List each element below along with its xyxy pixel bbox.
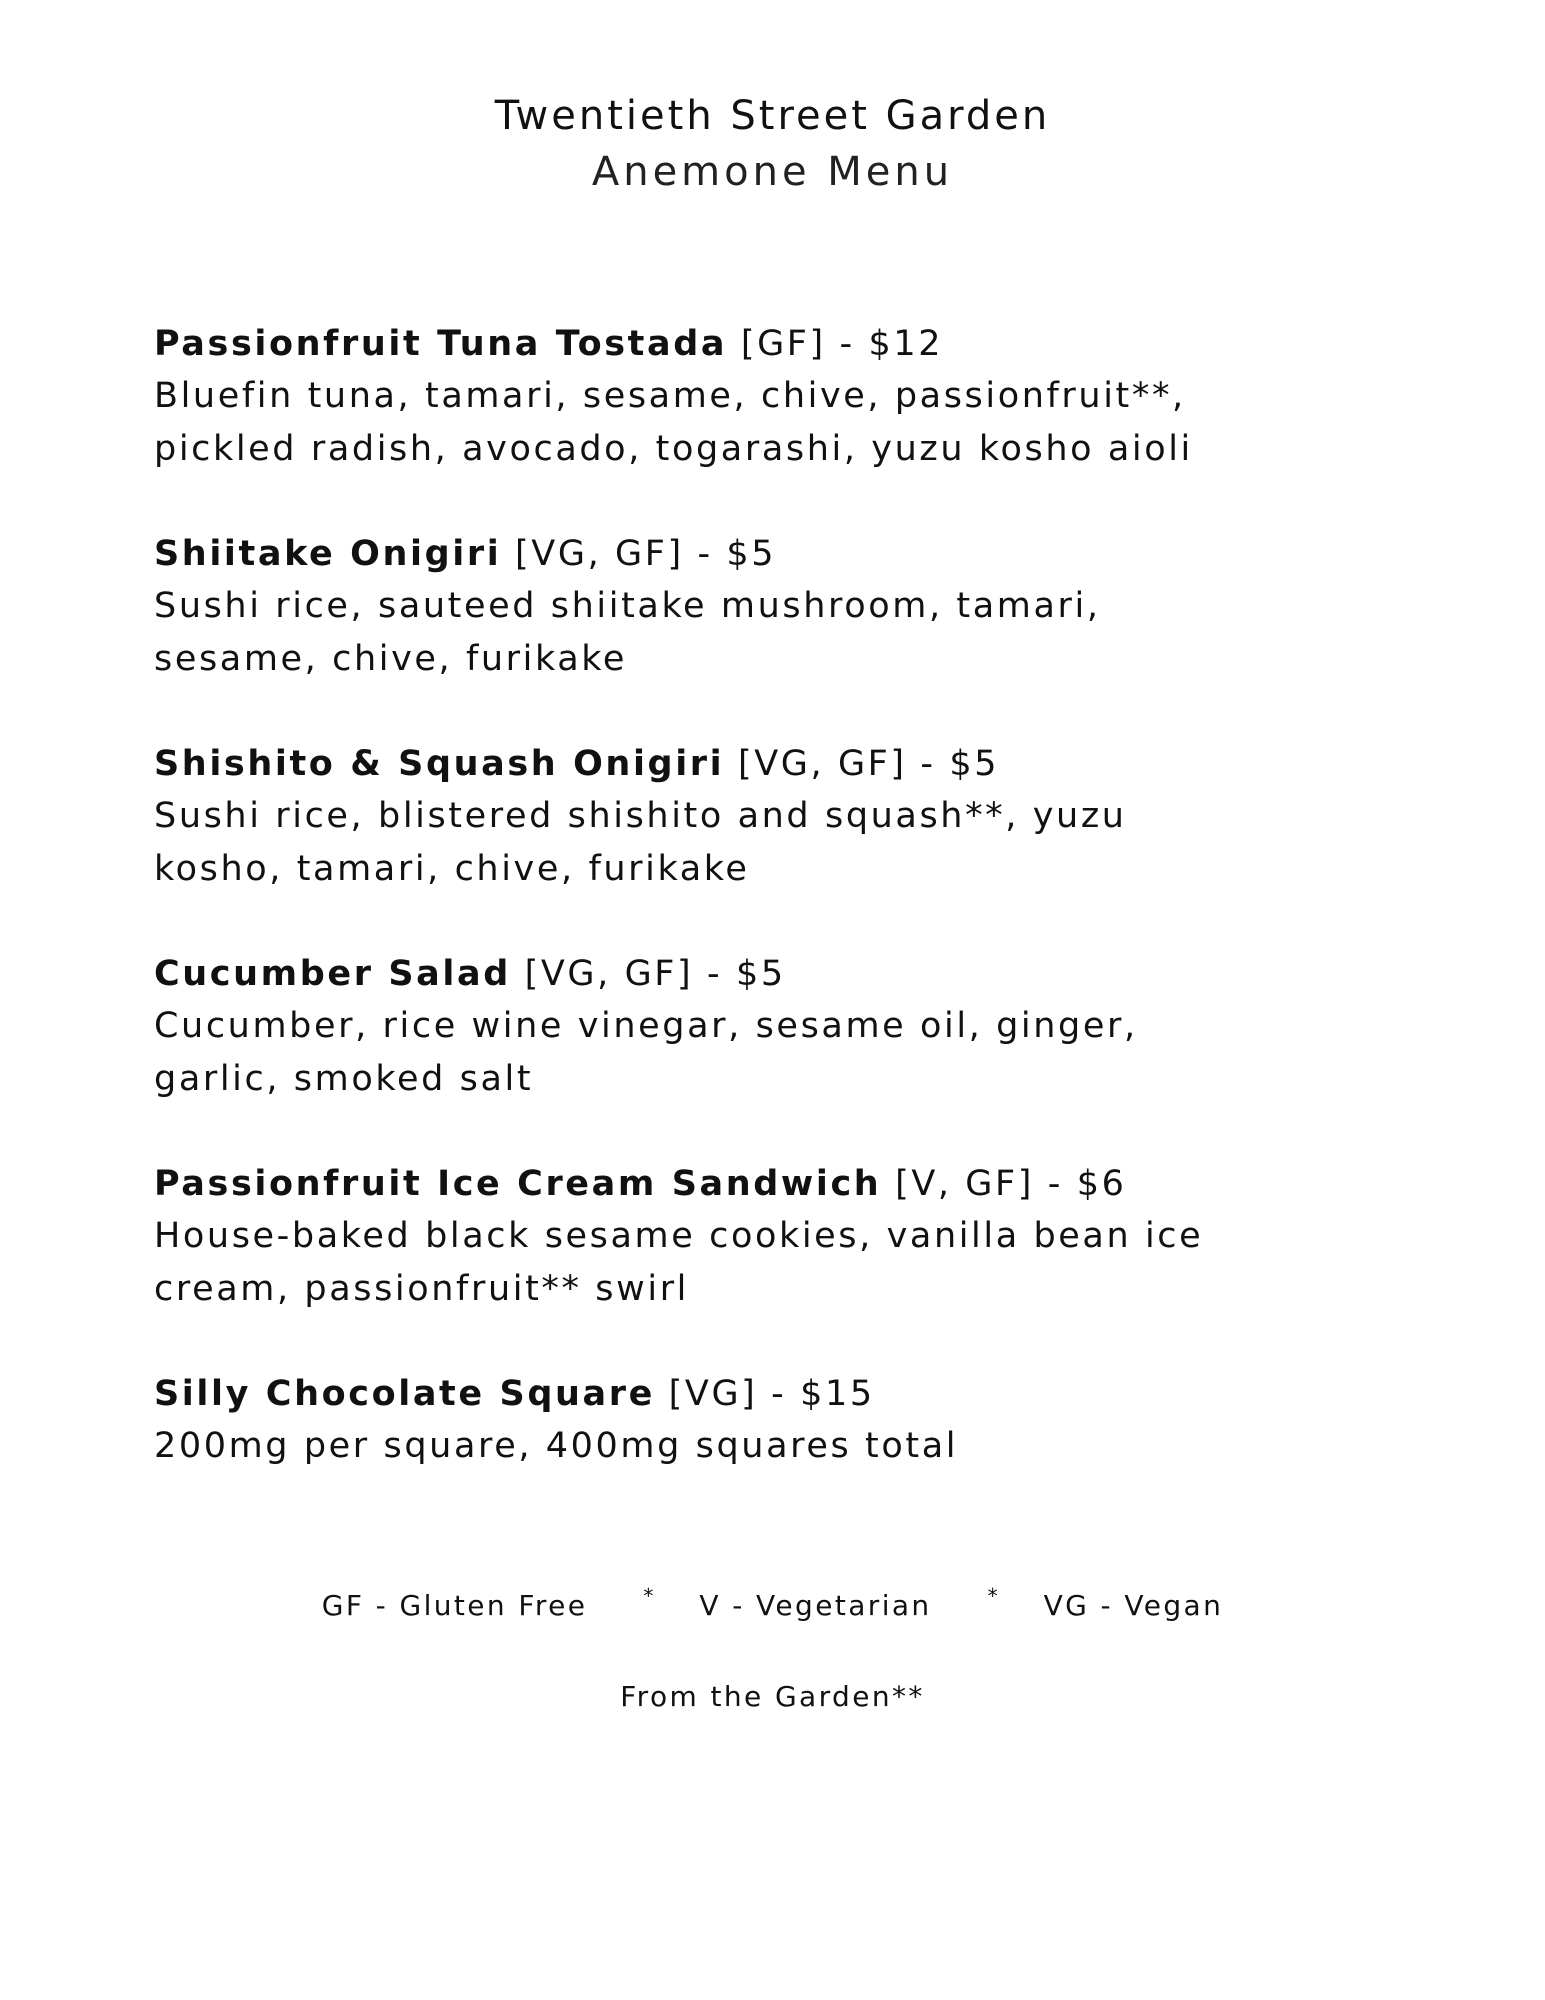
menu-item-separator: - <box>906 744 950 784</box>
menu-item-name: Passionfruit Tuna Tostada <box>154 324 728 364</box>
menu-item-heading <box>154 1158 1404 1210</box>
description-line: cream, passionfruit** swirl <box>154 1269 690 1309</box>
description-line: garlic, smoked salt <box>154 1059 534 1099</box>
menu-item-heading <box>154 528 1404 580</box>
legend-vegetarian: V - Vegetarian <box>699 1589 932 1622</box>
menu-item-description <box>154 1000 1404 1106</box>
menu-item-price: $5 <box>949 744 1000 784</box>
menu-item-description <box>154 580 1404 686</box>
restaurant-name: Twentieth Street Garden <box>494 93 1051 139</box>
description-line: House-baked black sesame cookies, vanilla bean ice <box>154 1216 1204 1256</box>
description-line: Sushi rice, blistered shishito and squash**, yuzu <box>154 796 1127 836</box>
menu-item-description <box>154 1420 1404 1473</box>
menu-item-name: Silly Chocolate Square <box>154 1374 655 1414</box>
menu-item-name: Shiitake Onigiri <box>154 534 502 574</box>
description-line: Cucumber, rice wine vinegar, sesame oil, ginger, <box>154 1006 1138 1046</box>
menu-item <box>154 1158 1404 1316</box>
description-line: sesame, chive, furikake <box>154 639 628 679</box>
menu-item-tags: [VG] <box>668 1374 758 1414</box>
menu-name: Anemone Menu <box>591 149 954 195</box>
menu-item-price: $6 <box>1076 1164 1127 1204</box>
menu-item-price: $5 <box>735 954 786 994</box>
menu-item-tags: [VG, GF] <box>737 744 907 784</box>
menu-item-name: Cucumber Salad <box>154 954 511 994</box>
menu-item-price: $15 <box>800 1374 875 1414</box>
legend-gluten-free: GF - Gluten Free <box>321 1589 588 1622</box>
menu-item-separator: - <box>693 954 736 994</box>
menu-item-separator: - <box>1034 1164 1077 1204</box>
menu-item-separator: - <box>825 324 869 364</box>
description-line: Bluefin tuna, tamari, sesame, chive, passionfruit**, <box>154 376 1186 416</box>
menu-item-heading <box>154 738 1404 790</box>
menu-item-description <box>154 370 1404 476</box>
menu-item-heading <box>154 948 1404 1000</box>
menu-item <box>154 948 1404 1106</box>
menu-item-tags: [V, GF] <box>895 1164 1035 1204</box>
description-line: pickled radish, avocado, togarashi, yuzu kosho aioli <box>154 429 1193 469</box>
garden-footnote: From the Garden** <box>620 1680 925 1713</box>
description-line: 200mg per square, 400mg squares total <box>154 1426 959 1466</box>
menu-item <box>154 528 1404 686</box>
menu-item-description <box>154 1210 1404 1316</box>
menu-item <box>154 318 1404 476</box>
menu-item-separator: - <box>683 534 727 574</box>
menu-item-name: Passionfruit Ice Cream Sandwich <box>154 1164 882 1204</box>
description-line: kosho, tamari, chive, furikake <box>154 849 750 889</box>
menu-item-name: Shishito & Squash Onigiri <box>154 744 725 784</box>
menu-item <box>154 1368 1404 1473</box>
menu-items <box>154 318 1404 1525</box>
description-line: Sushi rice, sauteed shiitake mushroom, tamari, <box>154 586 1101 626</box>
menu-item-price: $12 <box>868 324 944 364</box>
legend-vegan: VG - Vegan <box>1043 1589 1224 1622</box>
menu-item-tags: [VG, GF] <box>515 534 684 574</box>
menu-item-heading <box>154 318 1404 370</box>
menu-item-separator: - <box>757 1374 801 1414</box>
menu-item-description <box>154 790 1404 896</box>
menu-item <box>154 738 1404 896</box>
menu-item-tags: [VG, GF] <box>524 954 694 994</box>
menu-item-heading <box>154 1368 1404 1420</box>
menu-header <box>0 88 1545 200</box>
menu-item-price: $5 <box>726 534 777 574</box>
menu-item-tags: [GF] <box>740 324 826 364</box>
dietary-legend: GF - Gluten Free * V - Vegetarian * VG - Vegan <box>0 1586 1545 1628</box>
